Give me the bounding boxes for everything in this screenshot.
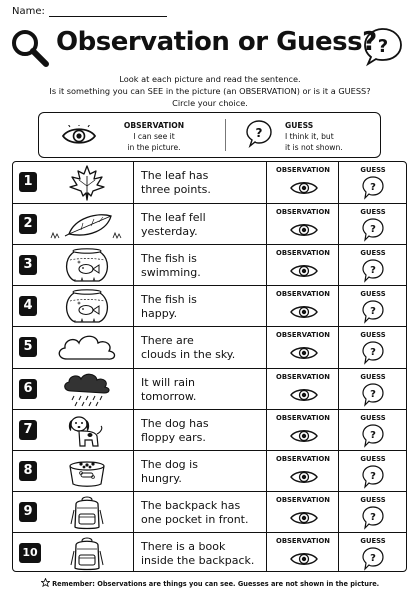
backpack-picture [41, 535, 133, 572]
table-row [13, 203, 406, 244]
svg-text:?: ? [370, 347, 376, 359]
row-sentence-line-1: The leaf has [141, 169, 209, 182]
name-field[interactable] [12, 6, 167, 17]
row-sentence-line-1: It will rain [141, 375, 196, 389]
svg-text:?: ? [370, 470, 376, 482]
guess-question-icon[interactable] [361, 382, 385, 408]
observation-eye-icon[interactable] [289, 427, 319, 445]
row-sentence-line-1: The fish is [141, 293, 197, 307]
row-sentence [141, 540, 266, 568]
row-number-badge: 1 [19, 172, 37, 192]
row-number-badge: 9 [19, 502, 37, 522]
instructions [0, 73, 420, 110]
svg-text:?: ? [377, 36, 389, 57]
guess-question-icon[interactable] [361, 258, 385, 284]
row-sentence-line-2: floppy ears. [141, 430, 206, 444]
question-bubble-icon [245, 119, 273, 149]
guess-question-icon[interactable] [361, 464, 385, 490]
eye-icon [61, 125, 97, 147]
svg-text:?: ? [370, 306, 376, 318]
guess-column-label: GUESS [360, 290, 386, 299]
maple-leaf-picture [41, 164, 133, 201]
star-icon [41, 578, 50, 587]
key-guess-line-2: it is not shown. [285, 143, 343, 152]
instructions-line-1: Look at each picture and read the sentence. [119, 74, 301, 84]
row-sentence-line-2: one pocket in front. [141, 512, 249, 526]
fishbowl-picture [41, 288, 133, 325]
row-number-badge: 10 [19, 543, 41, 563]
row-number-badge: 6 [19, 379, 37, 399]
guess-column-label: GUESS [360, 454, 386, 463]
key-observation-line-2: in the picture. [127, 143, 181, 152]
svg-text:?: ? [255, 126, 263, 140]
guess-question-icon[interactable] [361, 423, 385, 449]
guess-column-label: GUESS [360, 495, 386, 504]
guess-question-icon[interactable] [361, 546, 385, 572]
table-row [13, 450, 406, 491]
row-sentence [141, 376, 266, 404]
observation-column-label: OBSERVATION [276, 454, 330, 463]
guess-question-icon[interactable] [361, 505, 385, 531]
guess-column-label: GUESS [360, 166, 386, 174]
observation-eye-icon[interactable] [289, 468, 319, 486]
row-sentence-line-1: The dog has [141, 416, 209, 430]
svg-text:?: ? [370, 388, 376, 400]
svg-text:?: ? [370, 224, 376, 236]
row-number-badge: 5 [19, 337, 37, 357]
observation-column-label: OBSERVATION [276, 536, 330, 545]
observation-column-label: OBSERVATION [276, 413, 330, 422]
row-number-badge: 7 [19, 420, 37, 440]
row-sentence-line-2: hungry. [141, 471, 182, 485]
table-row [13, 532, 406, 573]
table-row [13, 244, 406, 285]
row-sentence [141, 417, 266, 445]
instructions-line-2: Is it something you can SEE in the picture (an OBSERVATION) or is it a GUESS? [49, 86, 371, 97]
key-box [38, 112, 381, 158]
observation-eye-icon[interactable] [289, 179, 319, 197]
dog-bowl-picture [41, 453, 133, 490]
title-row [0, 24, 420, 70]
observation-column-label: OBSERVATION [276, 166, 330, 174]
table-row [13, 409, 406, 450]
table-row [13, 326, 406, 367]
observation-eye-icon[interactable] [289, 344, 319, 362]
row-sentence-line-1: The dog is [141, 457, 198, 471]
svg-text:?: ? [370, 552, 376, 564]
guess-question-icon[interactable] [361, 175, 385, 201]
row-sentence-line-2: happy. [141, 307, 178, 321]
row-sentence [141, 499, 266, 527]
rain-cloud-picture [41, 371, 133, 408]
observation-column-label: OBSERVATION [276, 208, 330, 217]
magnifying-glass-icon [10, 28, 50, 68]
guess-column-label: GUESS [360, 331, 386, 340]
footer-note [0, 578, 420, 588]
observation-column-label: OBSERVATION [276, 372, 330, 381]
instructions-line-3: Circle your choice. [172, 98, 248, 109]
observation-eye-icon[interactable] [289, 221, 319, 239]
svg-text:?: ? [370, 511, 376, 523]
key-observation-title: OBSERVATION [123, 121, 185, 130]
question-bubble-icon [362, 26, 404, 68]
guess-column-label: GUESS [360, 536, 386, 545]
row-sentence [141, 293, 266, 321]
page-title: Observation or Guess? [56, 27, 377, 57]
name-label: Name: [12, 6, 45, 17]
backpack-picture [41, 494, 133, 531]
row-sentence [141, 252, 266, 280]
row-sentence [141, 169, 266, 197]
svg-text:?: ? [370, 265, 376, 277]
row-sentence-line-2: tomorrow. [141, 389, 197, 403]
row-sentence [141, 334, 266, 362]
row-sentence [141, 458, 266, 486]
key-observation-line-1: I can see it [133, 132, 175, 141]
footer-lead: Remember: [52, 580, 95, 588]
row-sentence-line-1: There are [141, 334, 194, 348]
row-number-badge: 2 [19, 214, 37, 234]
observation-column-label: OBSERVATION [276, 290, 330, 299]
row-number-badge: 4 [19, 296, 37, 316]
row-sentence-line-2: inside the backpack. [141, 553, 255, 567]
observation-column-label: OBSERVATION [276, 495, 330, 504]
observation-column-label: OBSERVATION [276, 249, 330, 258]
row-number-badge: 3 [19, 255, 37, 275]
worksheet-table [12, 161, 407, 572]
guess-question-icon[interactable] [361, 340, 385, 366]
svg-text:?: ? [370, 182, 376, 193]
observation-eye-icon[interactable] [289, 509, 319, 527]
observation-eye-icon[interactable] [289, 303, 319, 321]
guess-column-label: GUESS [360, 208, 386, 217]
observation-eye-icon[interactable] [289, 550, 319, 568]
key-guess-title: GUESS [285, 121, 314, 130]
row-sentence-line-1: There is a book [141, 539, 226, 553]
guess-column-label: GUESS [360, 372, 386, 381]
observation-column-label: OBSERVATION [276, 331, 330, 340]
table-row [13, 162, 406, 203]
observation-eye-icon[interactable] [289, 386, 319, 404]
svg-text:?: ? [370, 429, 376, 441]
row-sentence-line-1: The backpack has [141, 498, 241, 512]
table-row [13, 491, 406, 532]
guess-question-icon[interactable] [361, 217, 385, 243]
row-sentence-line-2: swimming. [141, 266, 201, 280]
guess-question-icon[interactable] [361, 299, 385, 325]
footer-text: Observations are things you can see. Guesses are not shown in the picture. [94, 580, 380, 588]
key-divider [225, 119, 226, 151]
key-observation [117, 120, 191, 153]
table-row [13, 368, 406, 409]
puppy-picture [41, 412, 133, 449]
guess-column-label: GUESS [360, 249, 386, 258]
row-sentence [141, 211, 266, 239]
row-sentence-line-1: The leaf fell [141, 211, 206, 225]
observation-eye-icon[interactable] [289, 262, 319, 280]
table-row [13, 285, 406, 326]
guess-column-label: GUESS [360, 413, 386, 422]
fallen-leaf-picture [41, 206, 133, 243]
row-sentence-line-1: The fish is [141, 252, 197, 266]
key-guess-line-1: I think it, but [285, 132, 334, 141]
row-sentence-line-2: yesterday. [141, 225, 198, 239]
row-sentence-line-2: clouds in the sky. [141, 348, 236, 362]
key-guess [285, 120, 365, 153]
cloud-picture [41, 329, 133, 366]
row-sentence-line-2: three points. [141, 183, 211, 196]
name-line[interactable] [49, 7, 167, 17]
fishbowl-picture [41, 247, 133, 284]
row-number-badge: 8 [19, 461, 37, 481]
